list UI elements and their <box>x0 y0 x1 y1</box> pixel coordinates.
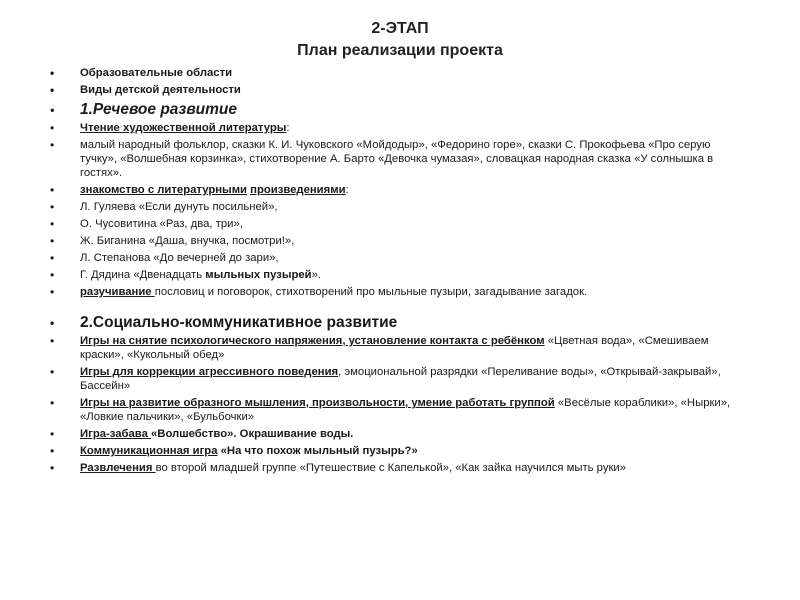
list-item-work: • О. Чусовитина «Раз, два, три», <box>42 217 742 231</box>
list-item-folklore: • малый народный фольклор, сказки К. И. Чуковского «Мойдодыр», «Федорино горе», сказки С. Прокофьева «Про серую тучку», «Волшебная корзинка», стихотворение А. Барто «Девочка чумазая», словацкая народная сказка «У солнышка в гостях». <box>42 138 742 180</box>
section-heading-speech: • 1.Речевое развитие <box>42 100 742 119</box>
work-text: Г. Дядина «Двенадцать <box>80 269 206 281</box>
list-item-game <box>42 461 742 475</box>
colon: : <box>286 122 290 134</box>
plan-list <box>42 66 742 478</box>
list-item-acquaintance <box>42 183 742 197</box>
list-item-game <box>42 396 742 424</box>
list-item-learning <box>42 285 742 299</box>
list-item-work: • Л. Степанова «До вечерней до зари», <box>42 251 742 265</box>
game-label-2: , установление контакта с ребёнком <box>342 335 545 347</box>
game-text: «Весёлые кораблики», «Нырки», «Ловкие пальчики», «Бульбочки» <box>80 397 731 423</box>
game-text-bold: «На что похож мыльный пузырь?» <box>217 445 418 457</box>
list-item-work: • Л. Гуляева «Если дунуть посильней», <box>42 200 742 214</box>
game-text: во второй младшей группе «Путешествие с Капелькой», «Как зайка научился мыть руки» <box>155 462 627 474</box>
game-text: , эмоциональной разрядки «Переливание воды», «Открывай-закрывай», Бассейн» <box>80 366 721 392</box>
learning-label: разучивание <box>80 286 155 298</box>
list-item-game <box>42 334 742 362</box>
list-item-game <box>42 444 742 458</box>
list-item-reading <box>42 121 742 135</box>
list-item-game <box>42 427 742 441</box>
section-heading-social: • 2.Социально-коммуникативное развитие <box>42 313 742 332</box>
learning-text: пословиц и поговорок, стихотворений про мыльные пузыри, загадывание загадок. <box>154 286 588 298</box>
work-text-bold: мыльных пузырей <box>205 269 312 281</box>
list-item-game <box>42 365 742 393</box>
game-label: Игра-забава <box>80 428 151 440</box>
list-item-edu-areas: • Образовательные области <box>42 66 742 80</box>
game-label: Коммуникационная игра <box>80 445 218 457</box>
colon: : <box>345 184 349 196</box>
acquaintance-label-b: произведениями <box>250 184 346 196</box>
page-title: План реализации проекта <box>297 42 503 59</box>
game-label: Игры на развитие образного мышления, произвольности, умение работать группой <box>80 397 555 409</box>
game-text: «Цветная вода», «Смешиваем краски», «Кукольный обед» <box>80 335 709 361</box>
game-label: Игры для коррекции агрессивного поведения <box>80 366 339 378</box>
game-label: Развлечения <box>80 462 156 474</box>
work-text-end: ». <box>311 269 322 281</box>
list-item-activity-types: • Виды детской деятельности <box>42 83 742 97</box>
game-label: Игры на снятие психологического напряжения <box>80 335 343 347</box>
reading-label: Чтение художественной литературы <box>80 122 287 134</box>
stage-title: 2-ЭТАП <box>371 20 429 37</box>
acquaintance-label-a: знакомство с литературными <box>80 184 247 196</box>
list-item-work <box>42 268 742 282</box>
game-text-bold: «Волшебство». Окрашивание воды. <box>151 428 354 440</box>
list-item-work: • Ж. Биганина «Даша, внучка, посмотри!», <box>42 234 742 248</box>
